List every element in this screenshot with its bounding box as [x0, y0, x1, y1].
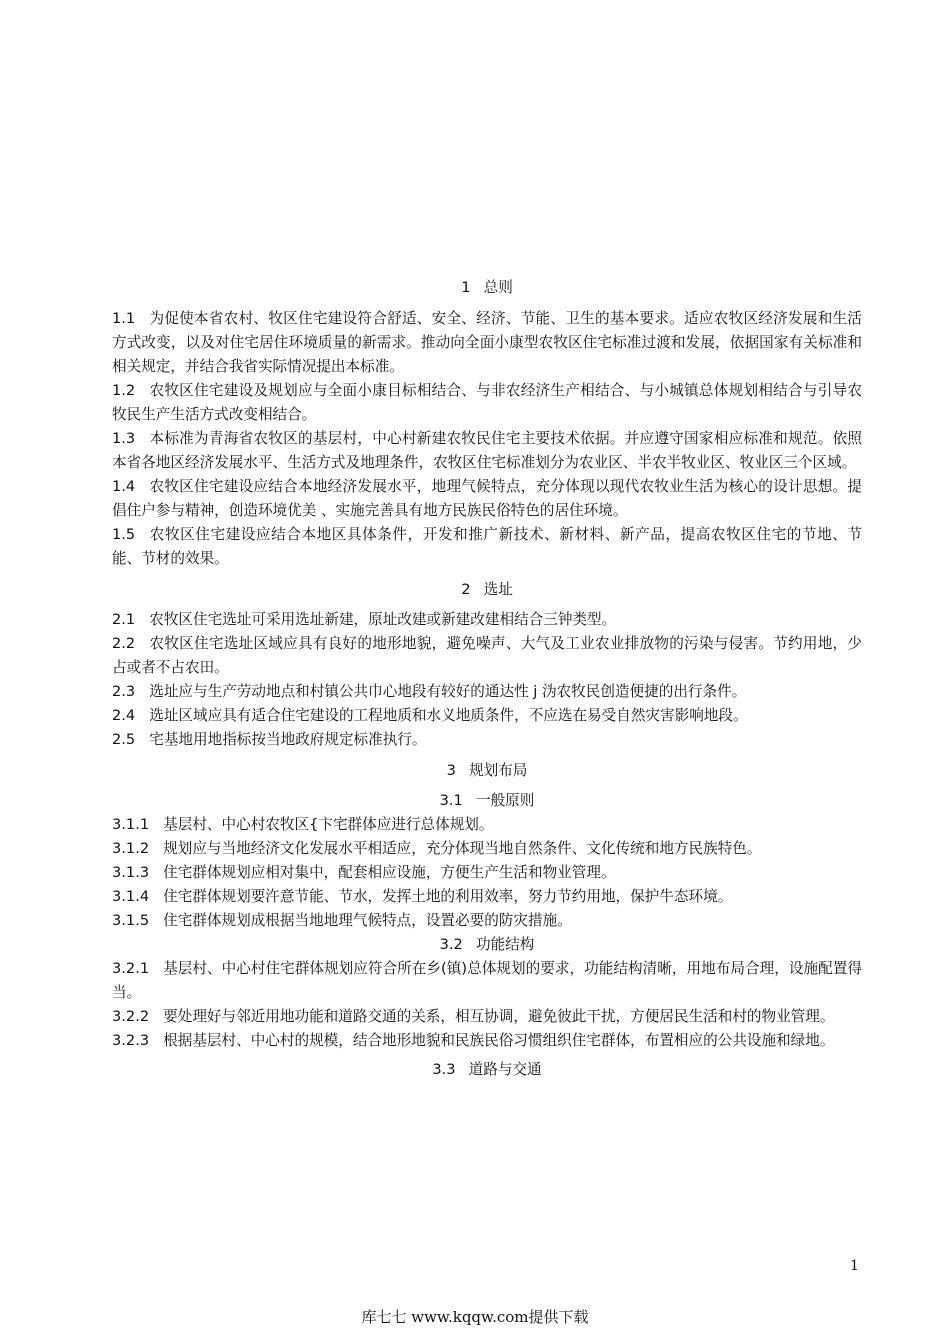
clause-3-1-2 [112, 837, 862, 861]
clause-number: 1.4 [112, 478, 136, 495]
clause-number: 1.2 [112, 382, 136, 399]
clause-number: 2.2 [112, 635, 136, 652]
clause-text: 住宅群体规划应相对集中，配套相应设施，方便生产生活和物业管理。 [163, 864, 616, 881]
section-1-heading [112, 276, 862, 300]
clause-text: 基层村、中心村农牧区{卞宅群体应进行总体规划。 [163, 816, 494, 833]
page-number: 1 [850, 1258, 859, 1274]
clause-text: 本标准为青海省农牧区的基层村，中心村新建农牧民住宅主要技术依据。并应遵守国家相应标准和规范。依照本省各地区经济发展水平、生活方式及地理条件，农牧区住宅标准划分为农业区、半农半牧业区、牧业区三个区域。 [112, 430, 862, 471]
clause-1-4 [112, 475, 862, 523]
clause-number: 3.1.1 [112, 816, 150, 833]
clause-number: 2.1 [112, 611, 136, 628]
section-number: 3 [446, 762, 456, 779]
clause-1-1 [112, 307, 862, 379]
clause-3-2-1 [112, 957, 862, 1005]
subsection-title: 功能结构 [475, 936, 535, 953]
clause-text: 选址应与生产劳动地点和村镇公共巾心地段有较好的通达性 j 沩农牧民创造便捷的出行条件。 [149, 683, 747, 700]
clause-text: 根据基层村、中心村的规模，结合地形地貌和民族民俗习惯组织住宅群体，布置相应的公共设施和绿地。 [163, 1032, 835, 1049]
clause-text: 宅基地用地指标按当地政府规定标准执行。 [149, 731, 427, 748]
clause-text: 农牧区住宅建设应结合本地经济发展水平，地理气候特点，充分体现以现代农牧业生活为核心的设计思想。提倡住户参与精神，创造环境优美 、实施完善具有地方民族民俗特色的居住环境。 [112, 478, 862, 519]
clause-number: 3.2.2 [112, 1008, 150, 1025]
clause-3-1-3 [112, 861, 862, 885]
subsection-3-3-heading [112, 1058, 862, 1082]
clause-text: 要处理好与邻近用地功能和道路交通的关系，相互协调，避免彼此干扰，方便居民生活和村的物业管理。 [163, 1008, 835, 1025]
clause-text: 农牧区住宅建设应结合本地区具体条件，开发和推广新技术、新材料、新产品，提高农牧区住宅的节地、节能、节材的效果。 [112, 526, 862, 567]
section-3-heading [112, 759, 862, 783]
clause-number: 3.2.1 [112, 960, 150, 977]
download-footer: 库七七 www.kqqw.com提供下载 [361, 1308, 589, 1326]
clause-1-2 [112, 379, 862, 427]
subsection-number: 3.3 [432, 1061, 456, 1078]
section-2-heading [112, 578, 862, 602]
subsection-number: 3.2 [439, 936, 463, 953]
clause-1-5 [112, 523, 862, 571]
clause-number: 2.3 [112, 683, 136, 700]
clause-number: 1.5 [112, 526, 136, 543]
section-title: 总则 [483, 279, 513, 296]
clause-text: 农牧区住宅建设及规划应与全面小康目标相结合、与非农经济生产相结合、与小城镇总体规划相结合与引导农牧民生产生活方式改变相结合。 [112, 382, 862, 423]
clause-3-1-5 [112, 909, 862, 933]
subsection-number: 3.1 [439, 792, 463, 809]
clause-text: 农牧区住宅选址区域应具有良好的地形地貌，避免噪声、大气及工业农业排放物的污染与侵害。节约用地，少占或者不占农田。 [112, 635, 862, 676]
clause-text: 规划应与当地经济文化发展水平相适应，充分体现当地自然条件、文化传统和地方民族特色。 [163, 840, 762, 857]
clause-text: 住宅群体规划要汻意节能、节水，发挥土地的利用效率，努力节约用地，保护牛态环境。 [163, 888, 733, 905]
clause-2-5 [112, 728, 862, 752]
clause-number: 3.1.2 [112, 840, 150, 857]
subsection-3-1-heading [112, 789, 862, 813]
clause-number: 3.1.5 [112, 912, 150, 929]
subsection-title: 一般原则 [475, 792, 535, 809]
document-body [112, 276, 862, 1082]
clause-3-1-4 [112, 885, 862, 909]
section-title: 规划布局 [469, 762, 528, 779]
section-number: 1 [461, 279, 471, 296]
subsection-title: 道路与交通 [468, 1061, 542, 1078]
clause-2-4 [112, 704, 862, 728]
clause-number: 3.1.3 [112, 864, 150, 881]
clause-text: 选址区域应具有适合住宅建设的工程地质和水义地质条件，不应选在易受自然灾害影响地段。 [149, 707, 748, 724]
section-number: 2 [461, 581, 471, 598]
clause-text: 为促使本省农村、牧区住宅建设符合舒适、安全、经济、节能、卫生的基本要求。适应农牧区经济发展和生活方式改变，以及对住宅居住环境质量的新需求。推动向全面小康型农牧区住宅标准过渡和发展，依据国家有关标准和相关规定，并结合我省实际情况提出本标准。 [112, 310, 862, 375]
clause-number: 2.5 [112, 731, 136, 748]
clause-3-2-3 [112, 1029, 862, 1053]
clause-2-3 [112, 680, 862, 704]
subsection-3-2-heading [112, 933, 862, 957]
clause-1-3 [112, 427, 862, 475]
section-title: 选址 [483, 581, 513, 598]
clause-2-1 [112, 608, 862, 632]
clause-number: 1.1 [112, 310, 136, 327]
clause-number: 1.3 [112, 430, 136, 447]
clause-number: 3.1.4 [112, 888, 150, 905]
clause-text: 基层村、中心村住宅群体规划应符合所在乡(镇)总体规划的要求，功能结构清晰，用地布局合理，设施配置得当。 [112, 960, 862, 1001]
clause-2-2 [112, 632, 862, 680]
clause-text: 住宅群体规划成根据当地地理气候特点，设置必要的防灾措施。 [163, 912, 572, 929]
clause-text: 农牧区住宅选址可采用选址新建，原址改建或新建改建相结合三钟类型。 [149, 611, 617, 628]
clause-3-2-2 [112, 1005, 862, 1029]
clause-3-1-1 [112, 813, 862, 837]
clause-number: 2.4 [112, 707, 136, 724]
clause-number: 3.2.3 [112, 1032, 150, 1049]
